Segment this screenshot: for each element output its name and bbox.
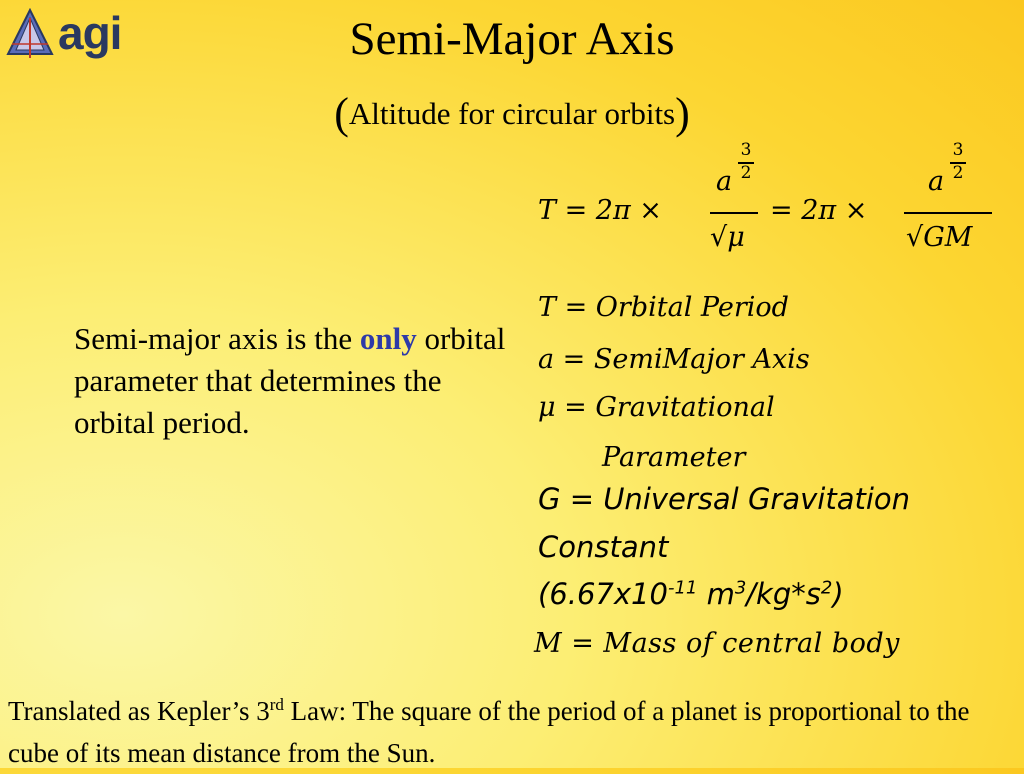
description-paragraph — [74, 318, 514, 444]
exponent-numerator-2: 3 — [952, 140, 964, 160]
footer-ordinal: rd — [269, 695, 284, 714]
definition-G-value — [538, 577, 844, 611]
exponent-numerator-1: 3 — [740, 140, 752, 160]
description-text-start: Semi-major axis is the — [74, 321, 360, 356]
g-value-base: (6.67x10 — [538, 577, 668, 611]
logo-text: agi — [58, 7, 122, 59]
subtitle-open-paren: ( — [334, 89, 349, 138]
description-emphasis: only — [359, 321, 417, 356]
g-value-exponent-2: 3 — [734, 577, 747, 599]
exponent-denominator-1: 2 — [740, 163, 752, 183]
kepler-formula — [538, 140, 1018, 270]
subtitle-text: Altitude for circular orbits — [348, 96, 676, 131]
footer-note — [8, 684, 1018, 774]
slide-title: Semi-Major Axis — [349, 13, 675, 65]
formula-numerator-1: a — [716, 166, 733, 197]
footer-text-start: Translated as Kepler’s 3 — [8, 696, 270, 726]
definition-G: G = Universal Gravitation — [538, 482, 911, 516]
definition-G-continued: Constant — [538, 530, 669, 564]
fraction-line-2 — [904, 212, 992, 214]
footer-text-end: Law: The square of the period of a planet is proportional to the cube of its mean distance from the Sun. — [8, 696, 970, 768]
fraction-line-1 — [710, 212, 758, 214]
description-text-end: orbital parameter that determines the orbital period. — [74, 321, 506, 440]
g-value-close: ) — [832, 577, 844, 611]
definition-a: a = SemiMajor Axis — [538, 344, 810, 375]
subtitle-close-paren: ) — [675, 89, 690, 138]
formula-numerator-2: a — [928, 166, 945, 197]
g-value-exponent-1: -11 — [667, 577, 698, 599]
g-value-unit-2: /kg*s — [746, 577, 821, 611]
formula-lhs: T = 2π × — [538, 195, 662, 226]
slide-subtitle — [0, 84, 1024, 138]
formula-middle: = 2π × — [770, 195, 868, 226]
definition-mu-continued: Parameter — [602, 442, 746, 473]
definition-T: T = Orbital Period — [538, 292, 789, 323]
formula-denominator-2: √GM — [906, 222, 973, 253]
exponent-denominator-2: 2 — [952, 163, 964, 183]
definition-M: M = Mass of central body — [534, 628, 900, 659]
g-value-unit-1: m — [697, 577, 735, 611]
formula-denominator-1: √μ — [710, 222, 745, 253]
g-value-exponent-3: 2 — [820, 577, 833, 599]
definition-mu: μ = Gravitational — [538, 392, 775, 423]
